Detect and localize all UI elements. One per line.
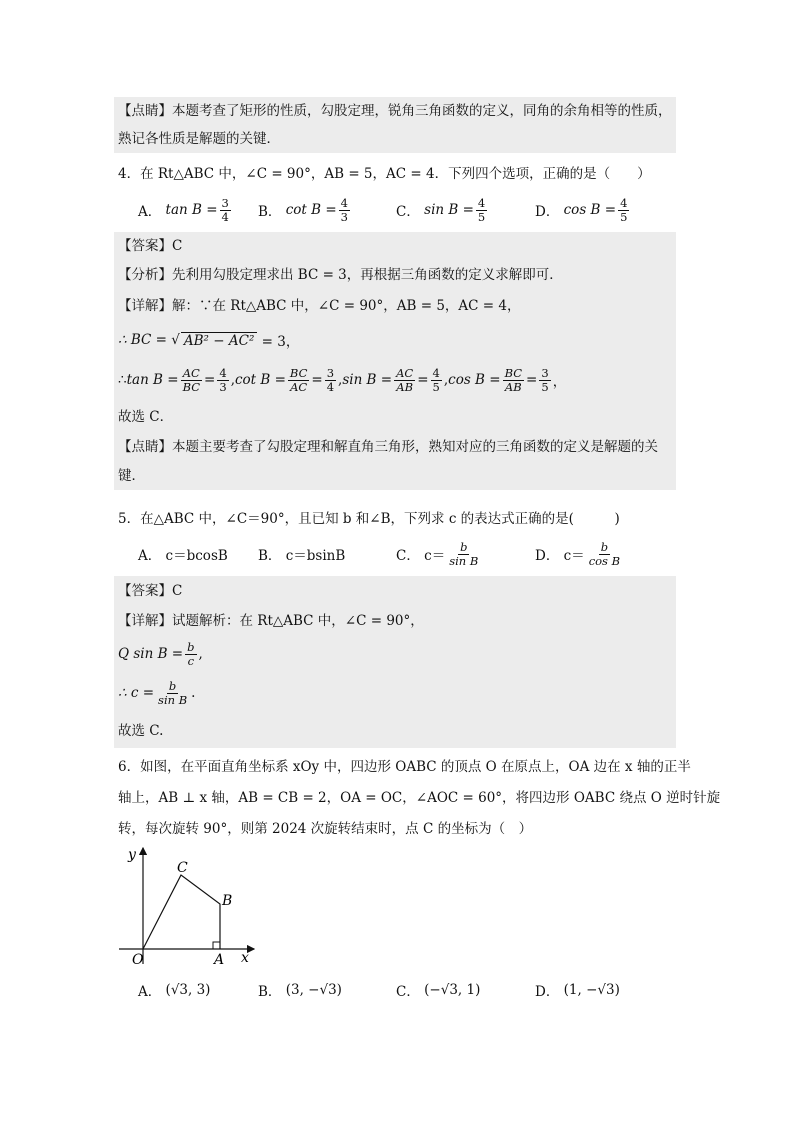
option-letter: A． — [138, 548, 162, 564]
q4-solution-block — [114, 232, 676, 490]
frac-den: 3 — [340, 209, 348, 224]
q6-options — [138, 970, 678, 1010]
detail-text: 解：∵在 Rt△ABC 中，∠C = 90°，AB = 5，AC = 4， — [172, 298, 521, 314]
q6-option-d[interactable] — [535, 970, 620, 1010]
point-c-label: C — [177, 860, 188, 876]
trig-eq: = — [417, 372, 429, 388]
eq-prefix: Q sin B = — [118, 646, 184, 662]
frac-num: b — [600, 539, 609, 554]
frac-den: BC — [182, 379, 201, 394]
detail-label: 【详解】 — [118, 298, 172, 314]
option-text: c＝bcosB — [165, 548, 228, 564]
frac-num: BC — [504, 365, 523, 380]
option-letter: D． — [535, 204, 560, 220]
option-fraction — [339, 197, 350, 224]
frac-num: 4 — [477, 195, 486, 210]
q6-stem-line-1: 6．如图，在平面直角坐标系 xOy 中，四边形 OABC 的顶点 O 在原点上，OA 边在 x 轴的正半 — [118, 759, 691, 775]
q4-comment-line-2: 键． — [118, 468, 145, 484]
frac-num: 3 — [221, 195, 229, 210]
frac-den: 5 — [432, 379, 440, 394]
q5-option-b[interactable] — [258, 534, 345, 574]
frac-num: 4 — [340, 195, 348, 210]
trig-value — [325, 367, 336, 394]
frac-den: 5 — [477, 209, 486, 224]
frac-num: BC — [289, 365, 308, 380]
q6-stem-line-2: 轴上，AB ⊥ x 轴，AB = CB = 2，OA = OC，∠AOC = 60°，将四边形 OABC 绕点 O 逆时针旋 — [118, 790, 721, 806]
trig-fn: cos B = — [448, 372, 501, 388]
option-text: (1, −√3) — [563, 982, 620, 998]
option-fn: cos B = — [563, 202, 617, 218]
q5-option-a[interactable] — [138, 534, 228, 574]
q4-option-d[interactable] — [535, 190, 631, 230]
q6-option-b[interactable] — [258, 970, 342, 1010]
option-fn: tan B = — [165, 202, 218, 218]
comment-text: 本题主要考查了勾股定理和解直角三角形，熟知对应的三角函数的定义是解题的关 — [172, 439, 658, 455]
q6-figure — [114, 842, 264, 967]
q4-option-c[interactable] — [396, 190, 489, 230]
trig-fraction — [394, 367, 415, 394]
q5-solution-block — [114, 576, 676, 748]
comment-label: 【点睛】 — [118, 103, 172, 119]
option-letter: A． — [138, 204, 162, 220]
answer-value: C — [172, 583, 183, 599]
trig-eq: = — [311, 372, 323, 388]
option-letter: A． — [138, 984, 162, 1000]
detail-text: 试题解析：在 Rt△ABC 中，∠C = 90°， — [172, 613, 424, 629]
option-letter: C． — [396, 548, 420, 564]
frac-den: cos B — [588, 553, 621, 568]
trig-prefix: ∴ — [118, 372, 127, 388]
option-fraction — [220, 197, 231, 224]
comment-text: 本题考查了矩形的性质，勾股定理，锐角三角函数的定义，同角的余角相等的性质， — [172, 103, 672, 119]
q5-stem: 5．在△ABC 中，∠C＝90°，且已知 b 和∠B，下列求 c 的表达式正确的是( ) — [118, 511, 620, 527]
q4-detail-line-1 — [114, 290, 676, 322]
quadrilateral-oabc — [143, 875, 220, 949]
option-letter: D． — [535, 984, 560, 1000]
trig-fn: tan B = — [126, 372, 179, 388]
q6-option-c[interactable] — [396, 970, 480, 1010]
answer-value: C — [172, 238, 183, 254]
frac-den: AB — [504, 379, 522, 394]
q4-answer — [114, 232, 676, 260]
option-letter: B． — [258, 984, 282, 1000]
trig-sep: , — [338, 372, 343, 388]
frac-num: 4 — [219, 365, 227, 380]
trig-eq: = — [526, 372, 538, 388]
right-angle-mark — [213, 942, 220, 949]
q5-option-c[interactable] — [396, 534, 482, 574]
trig-value — [217, 367, 228, 394]
x-axis-label: x — [241, 950, 249, 966]
option-letter: B． — [258, 204, 282, 220]
q3-comment-line-2: 熟记各性质是解题的关键． — [118, 131, 280, 147]
frac-num: b — [168, 678, 177, 693]
point-a-label: A — [214, 952, 225, 967]
frac-den: AB — [396, 379, 414, 394]
analysis-text: 先利用勾股定理求出 BC = 3，再根据三角函数的定义求解即可． — [172, 267, 563, 283]
point-o-label: O — [132, 952, 144, 967]
option-fraction — [476, 197, 487, 224]
trig-fn: cot B = — [234, 372, 286, 388]
frac-num: AC — [396, 365, 414, 380]
option-pre: c＝ — [424, 548, 446, 564]
option-fn: cot B = — [285, 202, 337, 218]
frac-den: sin B — [449, 553, 479, 568]
bc-prefix: ∴ BC = — [118, 332, 167, 348]
y-axis-label: y — [128, 847, 136, 863]
q3-comment-block — [114, 97, 676, 153]
option-fraction — [587, 541, 622, 568]
trig-sep: , — [230, 372, 235, 388]
option-text: (−√3, 1) — [424, 982, 481, 998]
q5-options — [138, 534, 678, 574]
option-fraction — [447, 541, 480, 568]
bc-radicand: AB² − AC² — [181, 332, 257, 349]
q4-choose: 故选 C． — [118, 409, 174, 425]
frac-num: 4 — [620, 195, 628, 210]
bc-suffix: = 3， — [261, 334, 300, 350]
q5-sin-equation — [114, 636, 676, 672]
option-fn: sin B = — [424, 202, 474, 218]
frac-num: b — [187, 639, 195, 654]
q5-c-equation — [114, 672, 676, 714]
q4-option-b[interactable] — [258, 190, 352, 230]
frac-den: 3 — [219, 379, 227, 394]
eq-fraction — [156, 680, 189, 707]
q4-options — [138, 190, 678, 230]
frac-den: sin B — [158, 692, 188, 707]
q4-trig-equation — [114, 358, 676, 402]
option-fraction — [618, 197, 629, 224]
trig-fraction — [181, 367, 202, 394]
q5-option-d[interactable] — [535, 534, 624, 574]
eq-prefix: ∴ c = — [118, 685, 155, 701]
trig-sep: , — [443, 372, 449, 388]
eq-suffix: . — [191, 685, 196, 701]
answer-label: 【答案】 — [118, 238, 172, 254]
frac-num: 4 — [432, 365, 440, 380]
answer-label: 【答案】 — [118, 583, 172, 599]
q4-analysis — [114, 260, 676, 290]
analysis-label: 【分析】 — [118, 267, 172, 283]
frac-num: 3 — [541, 365, 549, 380]
option-letter: B． — [258, 548, 282, 564]
q3-comment-line-1 — [114, 97, 676, 125]
q4-option-a[interactable] — [138, 190, 233, 230]
eq-suffix: , — [198, 646, 203, 662]
option-pre: c＝ — [563, 548, 585, 564]
frac-den: 4 — [326, 379, 335, 394]
frac-num: b — [460, 539, 468, 554]
comment-label: 【点睛】 — [118, 439, 172, 455]
frac-den: 4 — [221, 209, 229, 224]
frac-den: AC — [290, 379, 308, 394]
q6-option-a[interactable] — [138, 970, 210, 1010]
trig-value — [539, 367, 550, 394]
option-text: c＝bsinB — [285, 548, 346, 564]
trig-eq: = — [204, 372, 216, 388]
q5-answer — [114, 576, 676, 606]
option-text: (√3, 3) — [165, 982, 211, 998]
trig-fraction — [288, 367, 309, 394]
detail-label: 【详解】 — [118, 613, 172, 629]
q5-detail-line-1 — [114, 606, 676, 636]
eq-fraction — [185, 641, 196, 668]
option-text: (3, −√3) — [285, 982, 342, 998]
q5-choose: 故选 C. — [118, 723, 164, 739]
q4-stem: 4．在 Rt△ABC 中，∠C = 90°，AB = 5，AC = 4．下列四个选项，正确的是（ ） — [118, 166, 651, 182]
option-letter: C． — [396, 204, 420, 220]
q6-stem-line-3: 转，每次旋转 90°，则第 2024 次旋转结束时，点 C 的坐标为（ ） — [118, 821, 533, 837]
trig-value — [431, 367, 442, 394]
q4-comment-line-1 — [114, 432, 676, 462]
trig-fraction — [503, 367, 524, 394]
trig-sep: ， — [552, 374, 567, 390]
frac-num: AC — [182, 365, 200, 380]
option-letter: D． — [535, 548, 560, 564]
option-letter: C． — [396, 984, 420, 1000]
frac-den: 5 — [541, 379, 549, 394]
frac-num: 3 — [326, 365, 335, 380]
point-b-label: B — [222, 893, 233, 909]
trig-fn: sin B = — [342, 372, 393, 388]
frac-den: 5 — [620, 209, 628, 224]
frac-den: c — [187, 653, 195, 668]
q4-bc-equation: ∴ BC = √ AB² − AC² = 3， — [118, 332, 300, 350]
